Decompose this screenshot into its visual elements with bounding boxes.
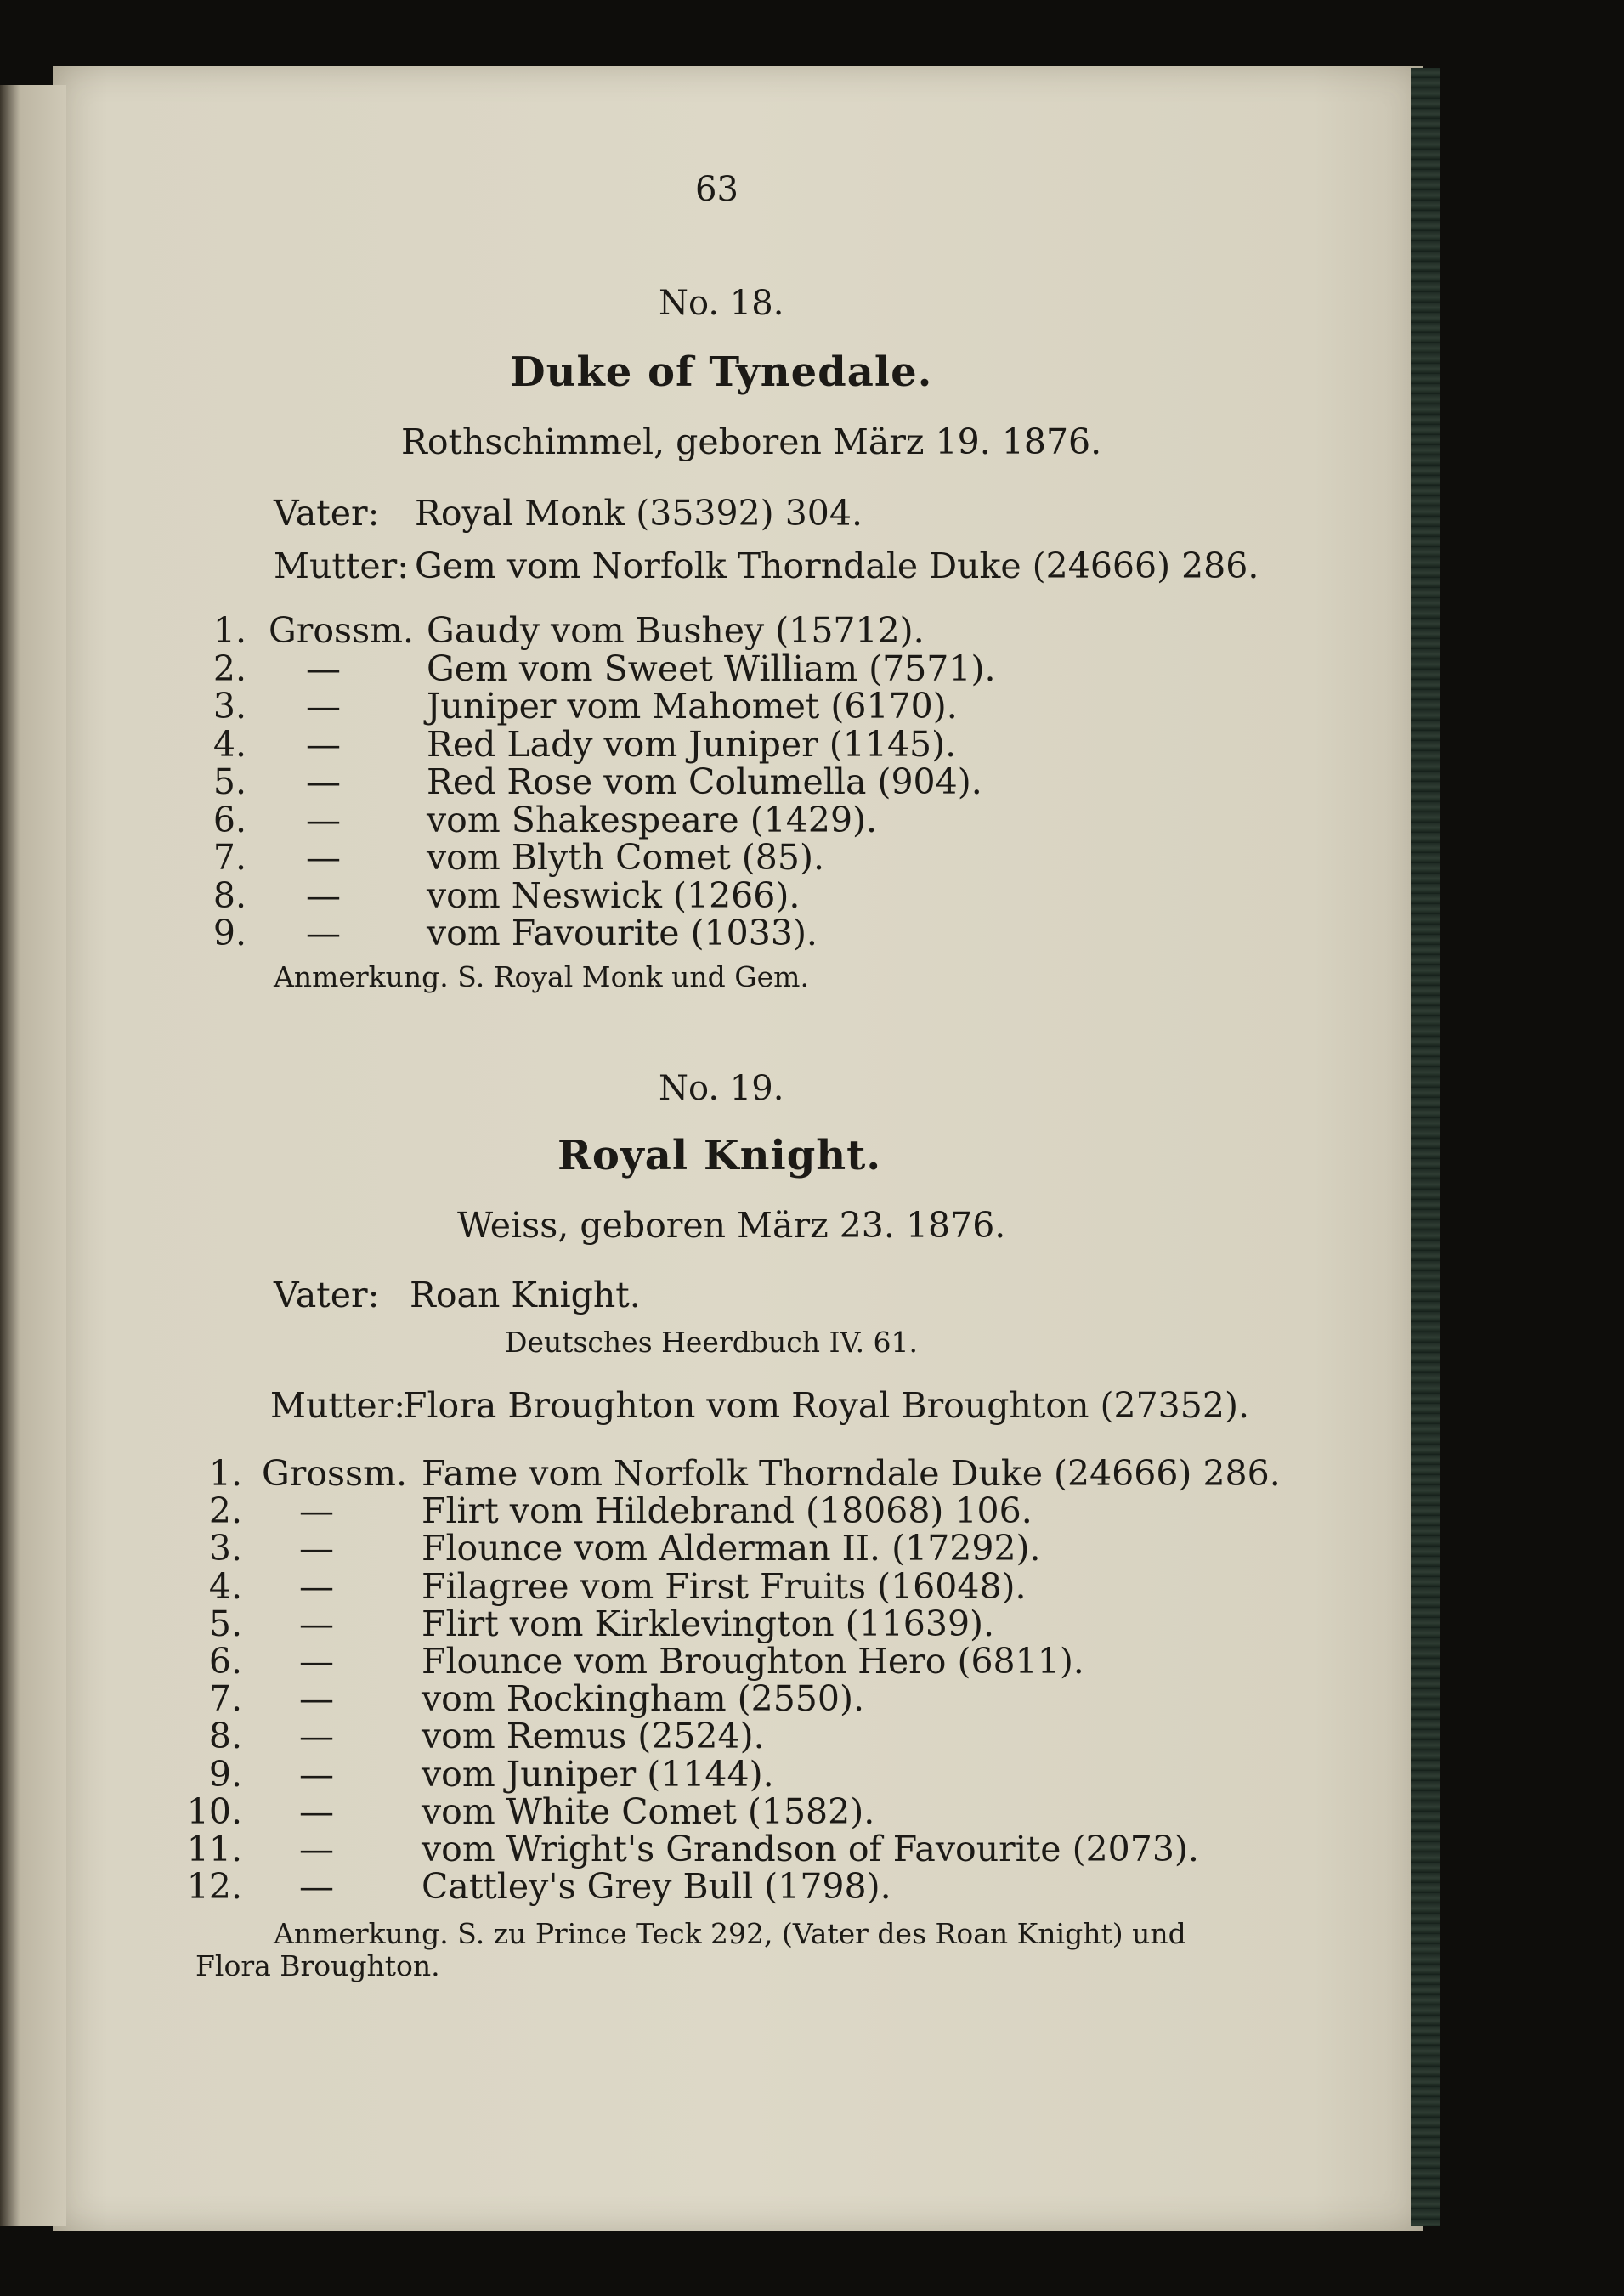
ancestor-number: 1. <box>212 610 246 651</box>
mutter-label: Mutter: <box>274 546 410 586</box>
ancestor-number: 9. <box>208 1753 242 1795</box>
ditto-dash: — <box>299 1829 334 1869</box>
ancestor-number: 12. <box>186 1866 242 1908</box>
mutter-label: Mutter: <box>270 1385 406 1426</box>
ditto-dash: — <box>306 837 341 878</box>
ancestor-number: 4. <box>212 723 246 765</box>
entry-title: Royal Knight. <box>557 1132 882 1179</box>
ancestor-number: 9. <box>212 913 246 953</box>
book-spine <box>1411 68 1440 2226</box>
ancestor-entry: Flirt vom Hildebrand (18068) 106. <box>422 1490 1033 1532</box>
ancestor-entry: vom Shakespeare (1429). <box>427 799 878 840</box>
ancestor-entry: vom Juniper (1144). <box>422 1753 774 1795</box>
ancestor-number: 10. <box>186 1790 242 1832</box>
ancestor-number: 11. <box>186 1829 242 1869</box>
mutter-value: Flora Broughton vom Royal Broughton (27352). <box>403 1385 1249 1426</box>
entry-note-line-1: Anmerkung. S. zu Prince Teck 292, (Vater des Roan Knight) und <box>274 1917 1186 1950</box>
ancestor-entry: vom Rockingham (2550). <box>422 1678 865 1720</box>
ancestor-number: 3. <box>208 1528 242 1569</box>
ancestor-number: 6. <box>208 1641 242 1682</box>
ditto-dash: — <box>299 1528 334 1569</box>
vater-value: Royal Monk (35392) 304. <box>415 493 863 534</box>
entry-title: Duke of Tynedale. <box>510 348 933 396</box>
vater-label: Vater: <box>274 1275 380 1315</box>
ditto-dash: — <box>306 686 341 727</box>
ditto-dash: — <box>299 1603 334 1644</box>
ancestor-number: 5. <box>208 1603 242 1644</box>
ancestor-number: 6. <box>212 799 246 840</box>
ancestor-entry: vom Wright's Grandson of Favourite (2073). <box>422 1829 1199 1869</box>
entry-description: Weiss, geboren März 23. 1876. <box>457 1205 1006 1246</box>
entry-number: No. 18. <box>659 284 784 323</box>
ancestor-number: 2. <box>208 1490 242 1532</box>
entry-description: Rothschimmel, geboren März 19. 1876. <box>401 421 1102 462</box>
ancestor-number: 2. <box>212 648 246 689</box>
ancestor-entry: Gem vom Sweet William (7571). <box>427 648 996 689</box>
ancestor-entry: vom Blyth Comet (85). <box>427 837 824 878</box>
vater-value: Roan Knight. <box>410 1275 641 1315</box>
ditto-dash: — <box>299 1565 334 1607</box>
ancestor-entry: Flounce vom Alderman II. (17292). <box>422 1528 1041 1569</box>
ditto-dash: — <box>306 723 341 765</box>
ancestor-entry: vom Remus (2524). <box>422 1716 765 1757</box>
ancestor-number: 8. <box>208 1716 242 1757</box>
ancestor-entry: Filagree vom First Fruits (16048). <box>422 1565 1027 1607</box>
entry-note-line-2: Flora Broughton. <box>195 1949 440 1982</box>
ditto-dash: — <box>299 1866 334 1908</box>
vater-label: Vater: <box>274 493 380 534</box>
ancestor-number: 7. <box>212 837 246 878</box>
ancestor-entry: vom Favourite (1033). <box>427 913 818 953</box>
ancestor-entry: vom White Comet (1582). <box>422 1790 875 1832</box>
ancestor-number: 7. <box>208 1678 242 1720</box>
ditto-dash: — <box>299 1678 334 1720</box>
ancestor-entry: Cattley's Grey Bull (1798). <box>422 1866 891 1908</box>
ditto-dash: — <box>306 761 341 802</box>
entry-number: No. 19. <box>659 1069 784 1108</box>
ditto-dash: — <box>299 1753 334 1795</box>
ditto-dash: — <box>299 1641 334 1682</box>
grossm-label: Grossm. <box>269 610 415 651</box>
ancestor-entry: Red Rose vom Columella (904). <box>427 761 982 802</box>
ancestor-entry: Fame vom Norfolk Thorndale Duke (24666) 286. <box>422 1453 1281 1494</box>
previous-page-edge <box>0 85 66 2226</box>
ditto-dash: — <box>306 799 341 840</box>
ditto-dash: — <box>299 1790 334 1832</box>
ancestor-number: 3. <box>212 686 246 727</box>
ancestor-entry: Flirt vom Kirklevington (11639). <box>422 1603 995 1644</box>
ancestor-number: 1. <box>208 1453 242 1494</box>
ditto-dash: — <box>306 913 341 953</box>
vater-reference: Deutsches Heerdbuch IV. 61. <box>505 1326 919 1359</box>
ancestor-entry: Juniper vom Mahomet (6170). <box>427 686 958 727</box>
ditto-dash: — <box>299 1490 334 1532</box>
entry-note: Anmerkung. S. Royal Monk und Gem. <box>274 960 809 993</box>
page-number: 63 <box>695 170 738 209</box>
ditto-dash: — <box>306 874 341 916</box>
grossm-label: Grossm. <box>262 1453 408 1494</box>
ancestor-number: 8. <box>212 874 246 916</box>
ancestor-entry: vom Neswick (1266). <box>427 874 801 916</box>
ancestor-number: 4. <box>208 1565 242 1607</box>
ditto-dash: — <box>299 1716 334 1757</box>
ditto-dash: — <box>306 648 341 689</box>
ancestor-entry: Gaudy vom Bushey (15712). <box>427 610 925 651</box>
ancestor-number: 5. <box>212 761 246 802</box>
mutter-value: Gem vom Norfolk Thorndale Duke (24666) 286. <box>415 546 1259 586</box>
ancestor-entry: Flounce vom Broughton Hero (6811). <box>422 1641 1084 1682</box>
ancestor-entry: Red Lady vom Juniper (1145). <box>427 723 957 765</box>
